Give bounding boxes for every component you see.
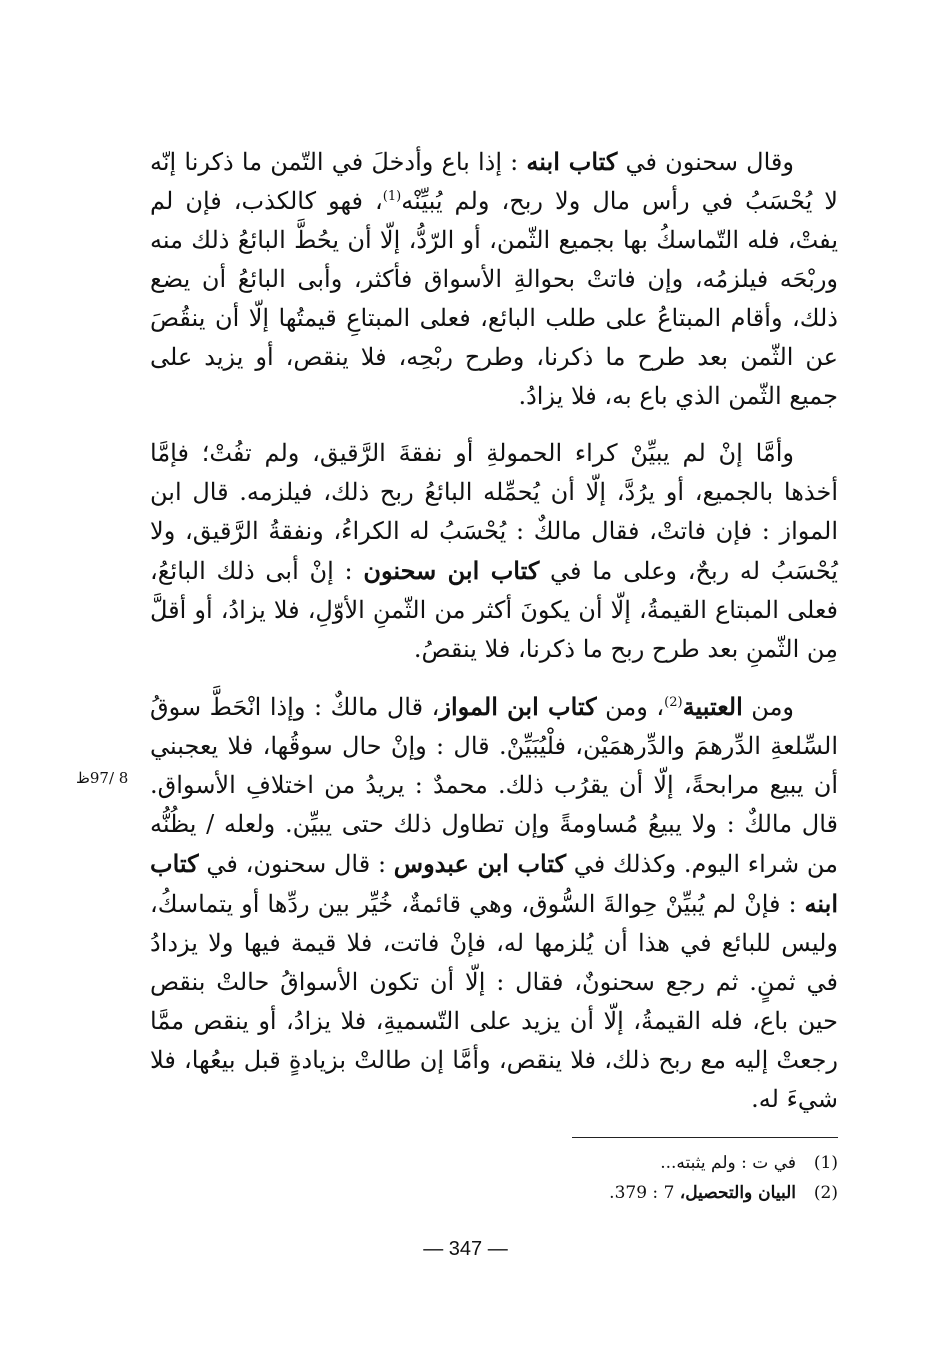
text-run: ومن xyxy=(742,693,795,721)
text-run: ، قال مالكٌ : وإذا انْحَطَّ سوقُ السِّلعةِ الدِّرهمَ والدِّرهمَيْن، فلْيُبَيِّنْ. قال : وإنْ حال سوقُها، فلا يعجبني أن يبيع مرابحةً، إلّا أن يقرُب ذلك. محمدٌ : يريدُ من اختلافِ الأسواق. قال مالكٌ : ولا يبيعُ مُساومةً وإن تطاول ذلك حتى يبيِّن. ولعله / يظُنُّه من شراء اليوم. وكذلك في xyxy=(150,693,838,878)
footnote-text: في ت : ولم يثبته... xyxy=(660,1153,796,1173)
book-title: كتاب ابن المواز xyxy=(439,692,597,721)
text-run: : قال سحنون، في xyxy=(198,850,394,878)
footnote-text: 7 : 379. xyxy=(609,1183,680,1203)
book-title: العتبية xyxy=(682,692,743,721)
footnote-number: (2) xyxy=(813,1183,838,1203)
footnotes xyxy=(400,1148,838,1208)
manuscript-folio-reference: 8 /97ظ xyxy=(76,769,129,787)
footnote-source-title: البيان والتحصيل، xyxy=(679,1183,796,1203)
footnote-number: (1) xyxy=(813,1153,838,1173)
footnote-2 xyxy=(400,1178,838,1208)
footnote-separator xyxy=(572,1137,838,1138)
page-number: — 347 — xyxy=(423,1238,508,1260)
book-title: كتاب ابن سحنون xyxy=(363,556,540,585)
text-run: وأمَّا إنْ لم يبيِّنْ كراء الحمولةِ أو نفقةَ الرَّقيق، ولم تفُتْ؛ فإمَّا أخذها بالجميع، أو يرُدَّ، إلّا أن يُحمِّله البائعُ ربح ذلك، فيلزمه. قال ابن المواز : فإن فاتتْ، فقال مالكٌ : يُحْسَبُ له الكراءُ، ونفقةُ الرَّقيق، ولا يُحْسَبُ له ربحٌ، وعلى ما في xyxy=(150,439,838,585)
text-run: : إذا باع وأدخلَ في التّمن ما ذكرنا إنّه لا يُحْسَبُ في رأس مال ولا ربح، ولم يُبيِّنْه xyxy=(150,148,838,215)
text-run: : إنْ أبى ذلك البائعُ، فعلى المبتاع القيمةُ، إلّا أن يكونَ أكثر من الثّمنِ الأوّلِ، فلا يزادُ، أو أقلَّ مِن الثّمنِ بعد طرح ربح ما ذكرنا، فلا ينقصُ. xyxy=(150,557,838,663)
book-title: كتاب ابنه xyxy=(150,849,838,918)
text-run: ، فهو كالكذب، فإن لم يفتْ، فله التّماسكُ بها بجميع الثّمن، أو الرّدُّ، إلّا أن يحُطَّ البائعُ ذلك منه وربْحَه فيلزمُه، وإن فاتتْ بحوالةِ الأسواق فأكثر، وأبى البائعُ أن يضع ذلك، وأقام المبتاعُ على طلب البائع، فعلى المبتاعِ قيمتُها إلّا أن ينقُصَ عن الثّمن بعد طرح ما ذكرنا، وطرح ربْحِه، فلا ينقص، أو يزيد على جميع الثّمن الذي باع به، فلا يزادُ. xyxy=(150,187,838,410)
page-body xyxy=(150,142,838,1137)
text-run: وقال سحنون في xyxy=(617,148,794,176)
book-title: كتاب ابن عبدوس xyxy=(393,849,567,878)
paragraph-2 xyxy=(150,434,838,669)
footnote-marker-1: (1) xyxy=(382,189,402,204)
paragraph-3 xyxy=(150,687,838,1119)
text-run: : فإنْ لم يُبيِّنْ حِوالةَ السُّوق، وهي قائمةٌ، خُيِّر بين ردِّها أو يتماسكُ، وليس للبائع في هذا أن يُلزمها له، فإنْ فاتت، فلا قيمة فيها ولا يزدادُ في ثمنٍ. ثم رجع سحنونٌ، فقال : إلّا أن تكون الأسواقُ حالتْ بنقص حين باع، فله القيمةُ، إلّا أن يزيد على التّسميةِ، فلا يزادُ، أو ينقص ممَّا رجعتْ إليه مع ربح ذلك، فلا ينقص، وأمَّا إن طالتْ بزيادةٍ قبل بيعُها، فلا شيءَ له. xyxy=(150,890,839,1113)
footnote-1 xyxy=(400,1148,838,1178)
paragraph-1 xyxy=(150,142,838,416)
text-run: ، ومن xyxy=(596,693,665,721)
footnote-marker-2: (2) xyxy=(664,695,683,710)
book-title: كتاب ابنه xyxy=(526,147,618,176)
